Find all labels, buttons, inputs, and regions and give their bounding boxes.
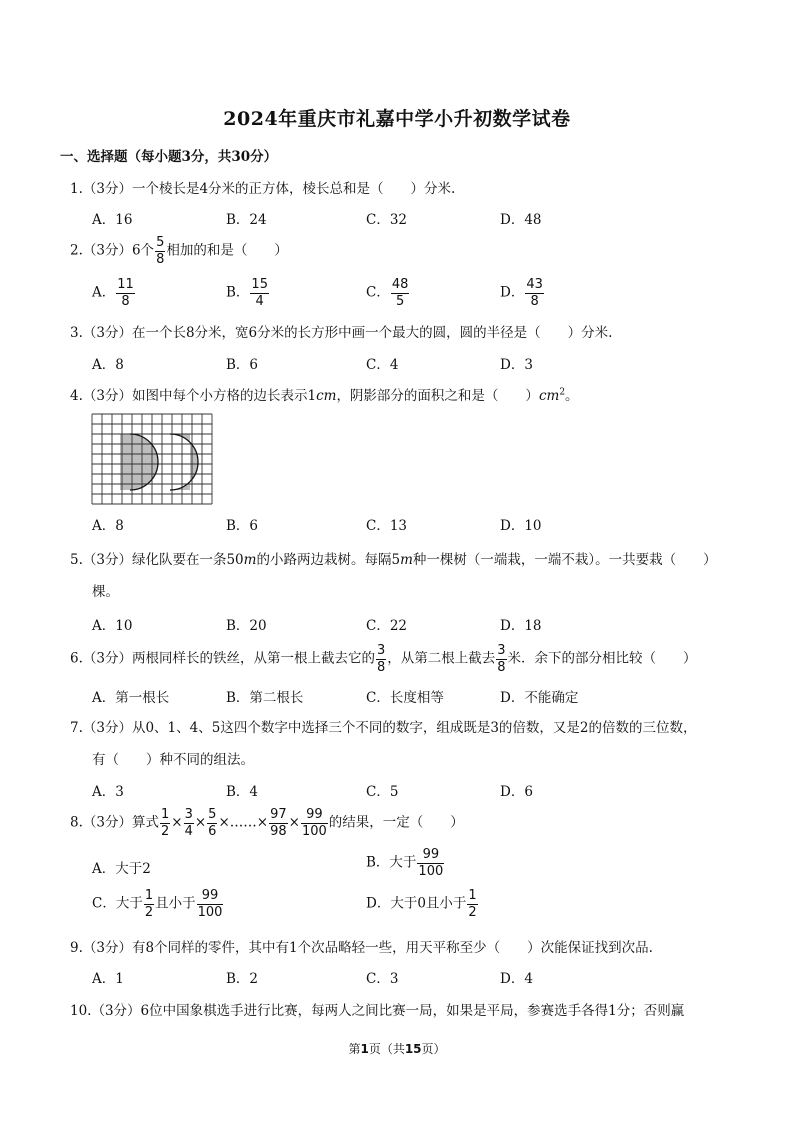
q6-suffix: 米．余下的部分相比较（ ） xyxy=(507,650,697,667)
q3-option-d: D．3 xyxy=(500,357,533,373)
question-1: 1.（3分）一个棱长是4分米的正方体，棱长总和是（ ）分米. xyxy=(70,181,456,197)
q8-frac-3 xyxy=(207,808,217,838)
q8-option-b-num: 99 xyxy=(417,848,444,864)
q9-option-c: C．3 xyxy=(366,971,399,987)
q5-suffix: 种一棵树（一端栽，一端不栽）。一共要栽（ ） xyxy=(412,552,717,568)
q2-option-a xyxy=(92,278,136,308)
section-heading: 一、选择题（每小题3分，共30分） xyxy=(60,149,278,165)
q5-prefix: 5.（3分）绿化队要在一条50 xyxy=(70,552,244,568)
q5-unit-1: m xyxy=(243,552,257,568)
q8-f4-num: 97 xyxy=(270,807,287,822)
q8-f2-num: 3 xyxy=(184,807,193,822)
footer-page-number: 1 xyxy=(360,1042,369,1056)
q2-option-d xyxy=(500,278,545,308)
question-6 xyxy=(70,644,697,674)
q4-shaded-right xyxy=(170,434,198,490)
q4-unit-area: cm xyxy=(538,388,560,404)
q7-option-d: D．6 xyxy=(500,784,533,800)
q2-option-b xyxy=(226,278,270,308)
q9-option-b: B．2 xyxy=(226,971,259,987)
q8-option-c-frac-1 xyxy=(144,889,154,919)
q8-option-c xyxy=(92,889,224,919)
q4-prefix: 4.（3分）如图中每个小方格的边长表示1 xyxy=(70,388,317,404)
q2-option-c-label: C． xyxy=(366,284,390,301)
q3-option-c: C．4 xyxy=(366,357,399,373)
q4-option-d: D．10 xyxy=(500,518,542,534)
question-3: 3.（3分）在一个长8分米，宽6分米的长方形中画一个最大的圆，圆的半径是（ ）分米. xyxy=(70,325,613,341)
q5-option-b: B．20 xyxy=(226,618,267,634)
q8-prefix: 8.（3分）算式 xyxy=(70,814,159,831)
q4-grid-figure xyxy=(90,412,214,512)
q4-middle: ，阴影部分的面积之和是（ ） xyxy=(336,388,539,404)
question-7-line-1: 7.（3分）从0、1、4、5这四个数字中选择三个不同的数字，组成既是3的倍数，又是2的倍数的三位数， xyxy=(70,720,697,736)
q6-fraction-1 xyxy=(376,644,386,674)
q8-ellipsis: ×……× xyxy=(218,814,269,831)
footer-middle: 页（共 xyxy=(368,1042,405,1056)
q8-f5-num: 99 xyxy=(301,808,328,824)
q2-option-d-num: 43 xyxy=(526,277,543,292)
q5-line-2: 棵。 xyxy=(92,584,119,600)
q1-option-a: A．16 xyxy=(92,212,133,228)
question-4 xyxy=(70,384,579,404)
q4-option-a: A．8 xyxy=(92,518,124,534)
q6-prefix: 6.（3分）两根同样长的铁丝，从第一根上截去它的 xyxy=(70,650,375,667)
q7-option-c: C．5 xyxy=(366,784,399,800)
q8-option-d-frac xyxy=(467,889,477,919)
question-8 xyxy=(70,808,464,838)
page-title: 2024年重庆市礼嘉中学小升初数学试卷 xyxy=(223,108,571,130)
q8-f1-num: 1 xyxy=(160,807,170,822)
q8-f1-den: 2 xyxy=(160,823,170,839)
q8-f2-den: 4 xyxy=(184,823,193,839)
question-9: 9.（3分）有8个同样的零件，其中有1个次品略轻一些，用天平称至少（ ）次能保证找到次品. xyxy=(70,940,653,956)
q2-option-b-num: 15 xyxy=(251,277,268,292)
q2-suffix: 相加的和是（ ） xyxy=(166,242,288,259)
q8-option-c-f1-num: 1 xyxy=(144,888,154,903)
q6-frac1-num: 3 xyxy=(376,643,386,658)
q3-option-b: B．6 xyxy=(226,357,259,373)
q6-option-c: C．长度相等 xyxy=(366,690,444,706)
q7-option-a: A．3 xyxy=(92,784,124,800)
q6-frac2-num: 3 xyxy=(497,643,506,658)
q6-option-d: D．不能确定 xyxy=(500,690,579,706)
q8-frac-1 xyxy=(160,808,170,838)
q8-option-b-frac xyxy=(417,848,444,878)
q8-option-c-f1-den: 2 xyxy=(144,904,154,920)
q8-f3-num: 5 xyxy=(208,807,217,822)
question-10: 10.（3分）6位中国象棋选手进行比赛，每两人之间比赛一局，如果是平局，参赛选手各得1分；否则赢 xyxy=(70,1003,685,1019)
q8-times-2: × xyxy=(194,814,207,831)
footer-total-pages: 15 xyxy=(404,1042,422,1056)
q6-middle: ，从第二根上截去 xyxy=(387,650,496,667)
q8-option-a: A．大于2 xyxy=(92,861,151,877)
q5-middle: 的小路两边栽树。每隔5 xyxy=(256,552,401,568)
q8-frac-4 xyxy=(269,808,288,838)
q2-prefix: 2.（3分）6个 xyxy=(70,242,155,259)
q9-option-a: A．1 xyxy=(92,971,124,987)
q2-option-c-num: 48 xyxy=(391,277,409,292)
q4-option-b: B．6 xyxy=(226,518,259,534)
q2-option-a-den: 8 xyxy=(121,293,130,309)
footer-prefix: 第 xyxy=(348,1042,361,1056)
question-2 xyxy=(70,236,288,266)
q8-frac-5 xyxy=(301,808,328,838)
question-5 xyxy=(70,548,717,568)
q4-grid-svg xyxy=(90,412,214,508)
footer-suffix: 页） xyxy=(421,1042,446,1056)
q8-option-c-f2-den: 100 xyxy=(197,904,223,920)
q8-option-d-den: 2 xyxy=(468,904,477,920)
q5-unit-2: m xyxy=(400,552,413,568)
q2-option-b-frac xyxy=(250,278,269,308)
q8-option-c-label: C．大于 xyxy=(92,895,143,912)
q4-suffix: 。 xyxy=(565,388,579,404)
q4-unit: cm xyxy=(316,388,337,404)
q1-option-c: C．32 xyxy=(366,212,408,228)
q5-option-a: A．10 xyxy=(92,618,133,634)
q2-option-a-num: 11 xyxy=(117,277,134,292)
q5-option-d: D．18 xyxy=(500,618,542,634)
q5-option-c: C．22 xyxy=(366,618,408,634)
q2-option-d-label: D． xyxy=(500,284,525,301)
q8-option-c-frac-2 xyxy=(197,889,224,919)
q9-option-d: D．4 xyxy=(500,971,533,987)
q2-option-a-frac xyxy=(116,278,135,308)
q8-option-d-label: D．大于0且小于 xyxy=(366,895,467,912)
page-footer xyxy=(0,1040,794,1057)
q3-option-a: A．8 xyxy=(92,357,124,373)
q8-option-b-den: 100 xyxy=(418,863,444,879)
q2-option-c xyxy=(366,278,410,308)
q2-frac-den: 8 xyxy=(156,251,165,267)
q2-option-c-den: 5 xyxy=(395,293,405,309)
q2-option-c-frac xyxy=(391,278,410,308)
q8-option-c-f2-num: 99 xyxy=(197,889,224,905)
q8-times-3: × xyxy=(288,814,300,831)
q8-f5-den: 100 xyxy=(301,823,327,839)
q8-times-1: × xyxy=(171,814,183,831)
q6-option-a: A．第一根长 xyxy=(92,690,170,706)
q4-superscript: 2 xyxy=(559,387,566,398)
q2-option-d-frac xyxy=(525,278,544,308)
q4-option-c: C．13 xyxy=(366,518,408,534)
q1-option-b: B．24 xyxy=(226,212,267,228)
q8-frac-2 xyxy=(184,808,194,838)
q6-frac2-den: 8 xyxy=(497,659,506,675)
q8-option-d-num: 1 xyxy=(468,888,477,903)
q7-option-b: B．4 xyxy=(226,784,259,800)
q8-option-b xyxy=(366,848,445,878)
q2-frac-num: 5 xyxy=(156,235,165,250)
question-7-line-2: 有（ ）种不同的组法。 xyxy=(92,752,254,768)
q8-suffix: 的结果，一定（ ） xyxy=(328,814,464,831)
q2-option-a-label: A． xyxy=(92,284,116,301)
q6-frac1-den: 8 xyxy=(376,659,386,675)
q2-option-d-den: 8 xyxy=(530,293,539,309)
q2-option-b-label: B． xyxy=(226,284,250,301)
q8-f3-den: 6 xyxy=(208,823,217,839)
q8-option-d xyxy=(366,889,479,919)
q8-option-b-label: B．大于 xyxy=(366,854,417,871)
q8-f4-den: 98 xyxy=(270,823,287,839)
q2-fraction xyxy=(155,236,165,266)
q6-option-b: B．第二根长 xyxy=(226,690,304,706)
q1-option-d: D．48 xyxy=(500,212,542,228)
q8-option-c-middle: 且小于 xyxy=(155,895,196,912)
q6-fraction-2 xyxy=(496,644,506,674)
q2-option-b-den: 4 xyxy=(255,293,264,309)
